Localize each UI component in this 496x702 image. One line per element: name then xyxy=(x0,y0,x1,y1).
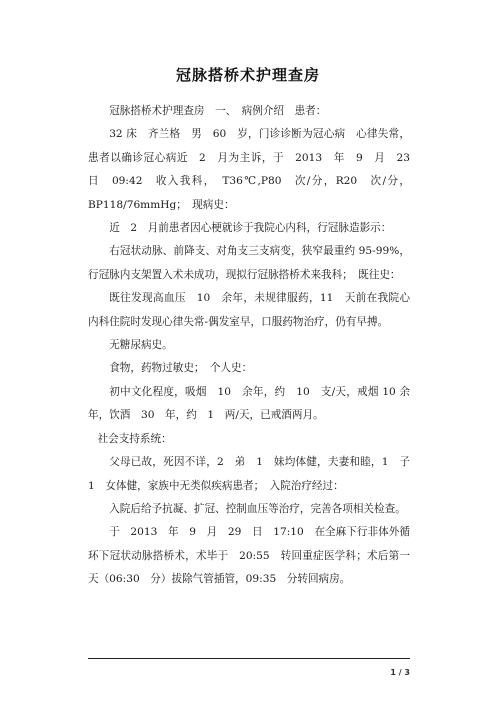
paragraph: 既往发现高血压 10 余年，未规律服药，11 天前在我院心内科住院时发现心律失常-偶发室早，口服药物治疗，仍有早搏。 xyxy=(88,292,410,328)
paragraph: 近 2 月前患者因心梗就诊于我院心内科，行冠脉造影示： xyxy=(109,222,392,235)
footer-divider xyxy=(88,658,410,659)
document-body xyxy=(88,100,421,592)
paragraph: 于 2013 年 9 月 29 日 17:10 在全麻下行非体外循环下冠状动脉搭桥术，术毕于 20:55 转回重症医学科；术后第一天（06:30 分）拔除气管插管，09:35 分转回病房。 xyxy=(88,526,410,586)
paragraph: 父母已故，死因不详，2 弟 1 妹均体健，夫妻和睦，1 子 1 女体健，家族中无类似疾病患者； 入院治疗经过： xyxy=(88,456,421,492)
paragraph: 社会支持系统： xyxy=(97,432,172,445)
paragraph: 右冠状动脉、前降支、对角支三支病变，狭窄最重约 95-99%，行冠脉内支架置入术未成功，现拟行冠脉搭桥术来我科； 既往史： xyxy=(88,245,410,281)
page-number: 1 / 3 xyxy=(390,668,410,677)
paragraph: 冠脉搭桥术护理查房 一、 病例介绍 患者： xyxy=(109,105,327,117)
paragraph: 32 床 齐兰格 男 60 岁，门诊诊断为冠心病 心律失常，患者以确诊冠心病近 2 月为主诉，于 2013 年 9 月 23 日 09:42 收入我科， T36℃,P80 次/分，R20 次/分，BP118/76mmHg； 现病史： xyxy=(88,128,421,211)
paragraph: 食物，药物过敏史； 个人史： xyxy=(109,362,253,375)
paragraph: 初中文化程度，吸烟 10 余年，约 10 支/天，戒烟 10 余年，饮酒 30 年，约 1 两/天，已戒酒两月。 xyxy=(88,385,410,422)
paragraph: 入院后给予抗凝、扩冠、控制血压等治疗，完善各项相关检查。 xyxy=(109,502,406,515)
document-title: 冠脉搭桥术护理查房 xyxy=(175,66,320,84)
paragraph: 无糖尿病史。 xyxy=(109,339,173,352)
